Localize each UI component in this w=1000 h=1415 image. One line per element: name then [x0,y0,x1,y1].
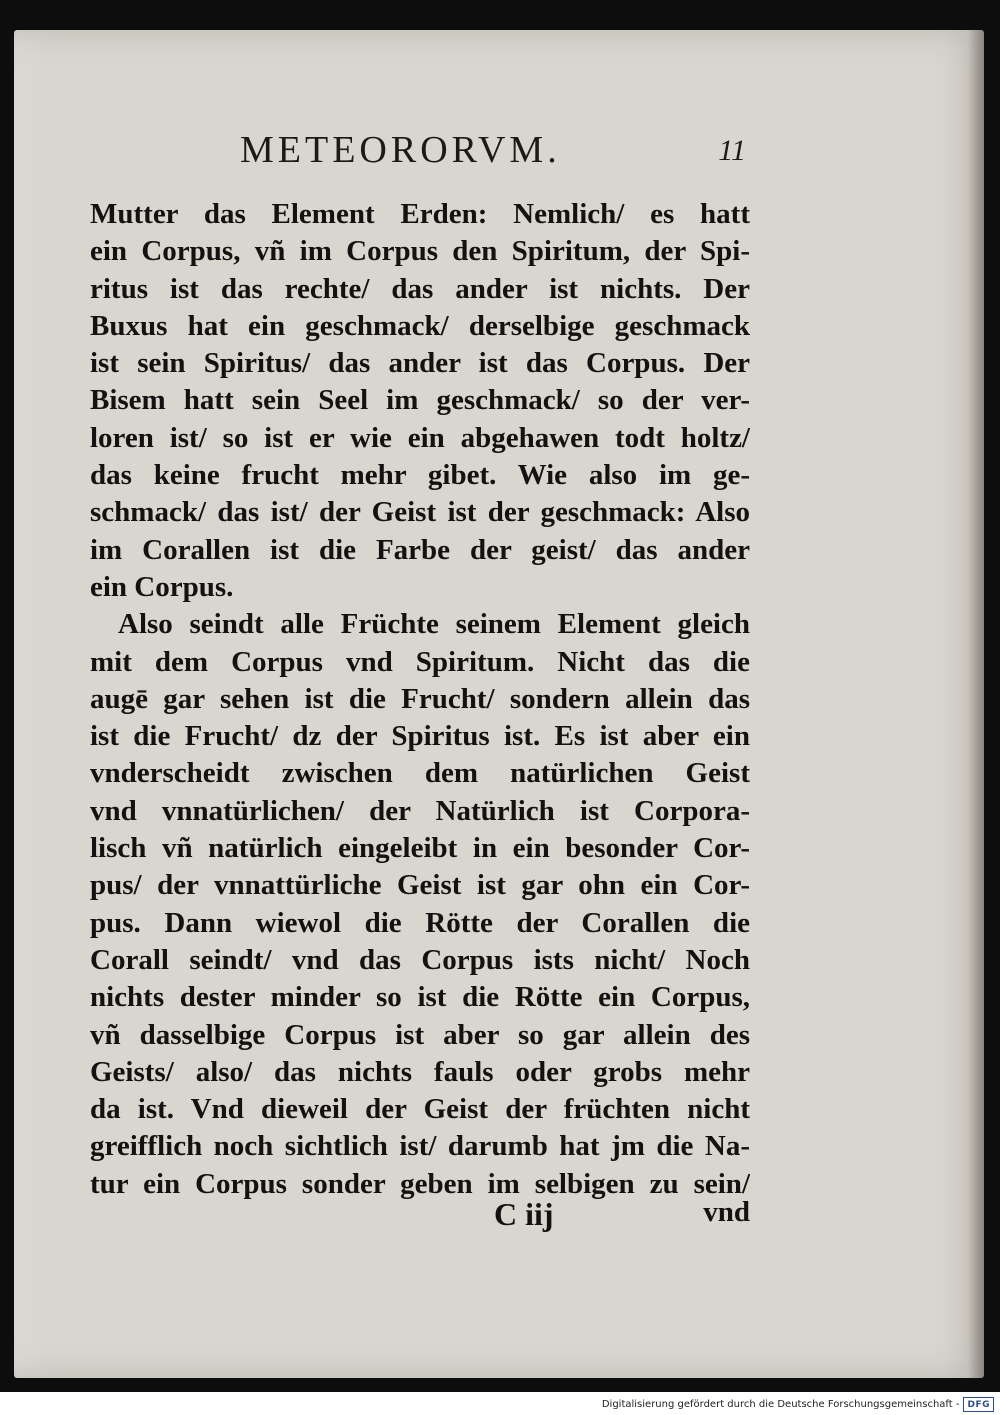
text-line: Mutter das Element Erden: Nemlich/ es hatt [90,198,750,230]
text-line: das keine frucht mehr gibet. Wie also im ge- [90,459,750,492]
text-line: ein Corpus, vñ im Corpus den Spiritum, der Spi- [90,235,750,268]
text-line: Buxus hat ein geschmack/ derselbige geschmack [90,309,750,342]
dfg-logo-label: DFG [967,1399,990,1410]
text-line: loren ist/ so ist er wie ein abgehawen todt holtz/ [90,421,750,454]
text-line: nichts dester minder so ist die Rötte ein Corpus, [90,981,750,1014]
text-line: augē gar sehen ist die Frucht/ sondern allein das [90,682,750,715]
page-header [226,128,746,188]
text-line: ritus ist das rechte/ das ander ist nichts. Der [90,272,750,305]
text-line: da ist. Vnd dieweil der Geist der früchten nicht [90,1093,750,1126]
text-line: schmack/ das ist/ der Geist ist der geschmack: Also [90,496,750,529]
dfg-logo-icon [963,1397,994,1412]
text-line: Geists/ also/ das nichts fauls oder grobs mehr [90,1055,750,1088]
text-line: im Corallen ist die Farbe der geist/ das ander [90,533,750,566]
text-line: vnderscheidt zwischen dem natürlichen Geist [90,757,750,790]
text-line: mit dem Corpus vnd Spiritum. Nicht das die [90,645,750,678]
catchword: vnd [703,1196,750,1228]
text-line: Corall seindt/ vnd das Corpus ists nicht/ Noch [90,943,750,976]
running-title: METEORORVM. [240,129,561,171]
text-line: vnd vnnatürlichen/ der Natürlich ist Corpora- [90,794,750,827]
page-number: 11 [718,134,746,167]
text-line: tur ein Corpus sonder geben im selbigen zu sein/ [90,1167,750,1200]
text-line: Also seindt alle Früchte seinem Element gleich [118,608,750,641]
credit-text: Digitalisierung gefördert durch die Deutsche Forschungsgemeinschaft - [601,1399,960,1410]
signature-mark: C iij [494,1196,554,1232]
page-footer [90,1196,750,1236]
text-line: lisch vñ natürlich eingeleibt in ein besonder Cor- [90,832,750,865]
text-line: Bisem hatt sein Seel im geschmack/ so der ver- [90,384,750,417]
text-line: greifflich noch sichtlich ist/ darumb hat jm die Na- [90,1130,750,1163]
text-line: ist die Frucht/ dz der Spiritus ist. Es ist aber ein [90,720,750,753]
text-line: ist sein Spiritus/ das ander ist das Corpus. Der [90,347,750,380]
text-line: pus. Dann wiewol die Rötte der Corallen die [90,906,750,939]
text-line: ein Corpus. [90,570,234,603]
text-line: pus/ der vnnattürliche Geist ist gar ohn ein Cor- [90,869,750,902]
body-text [90,196,750,1203]
text-line: vñ dasselbige Corpus ist aber so gar allein des [90,1018,750,1051]
digitization-credit [600,1394,1000,1415]
